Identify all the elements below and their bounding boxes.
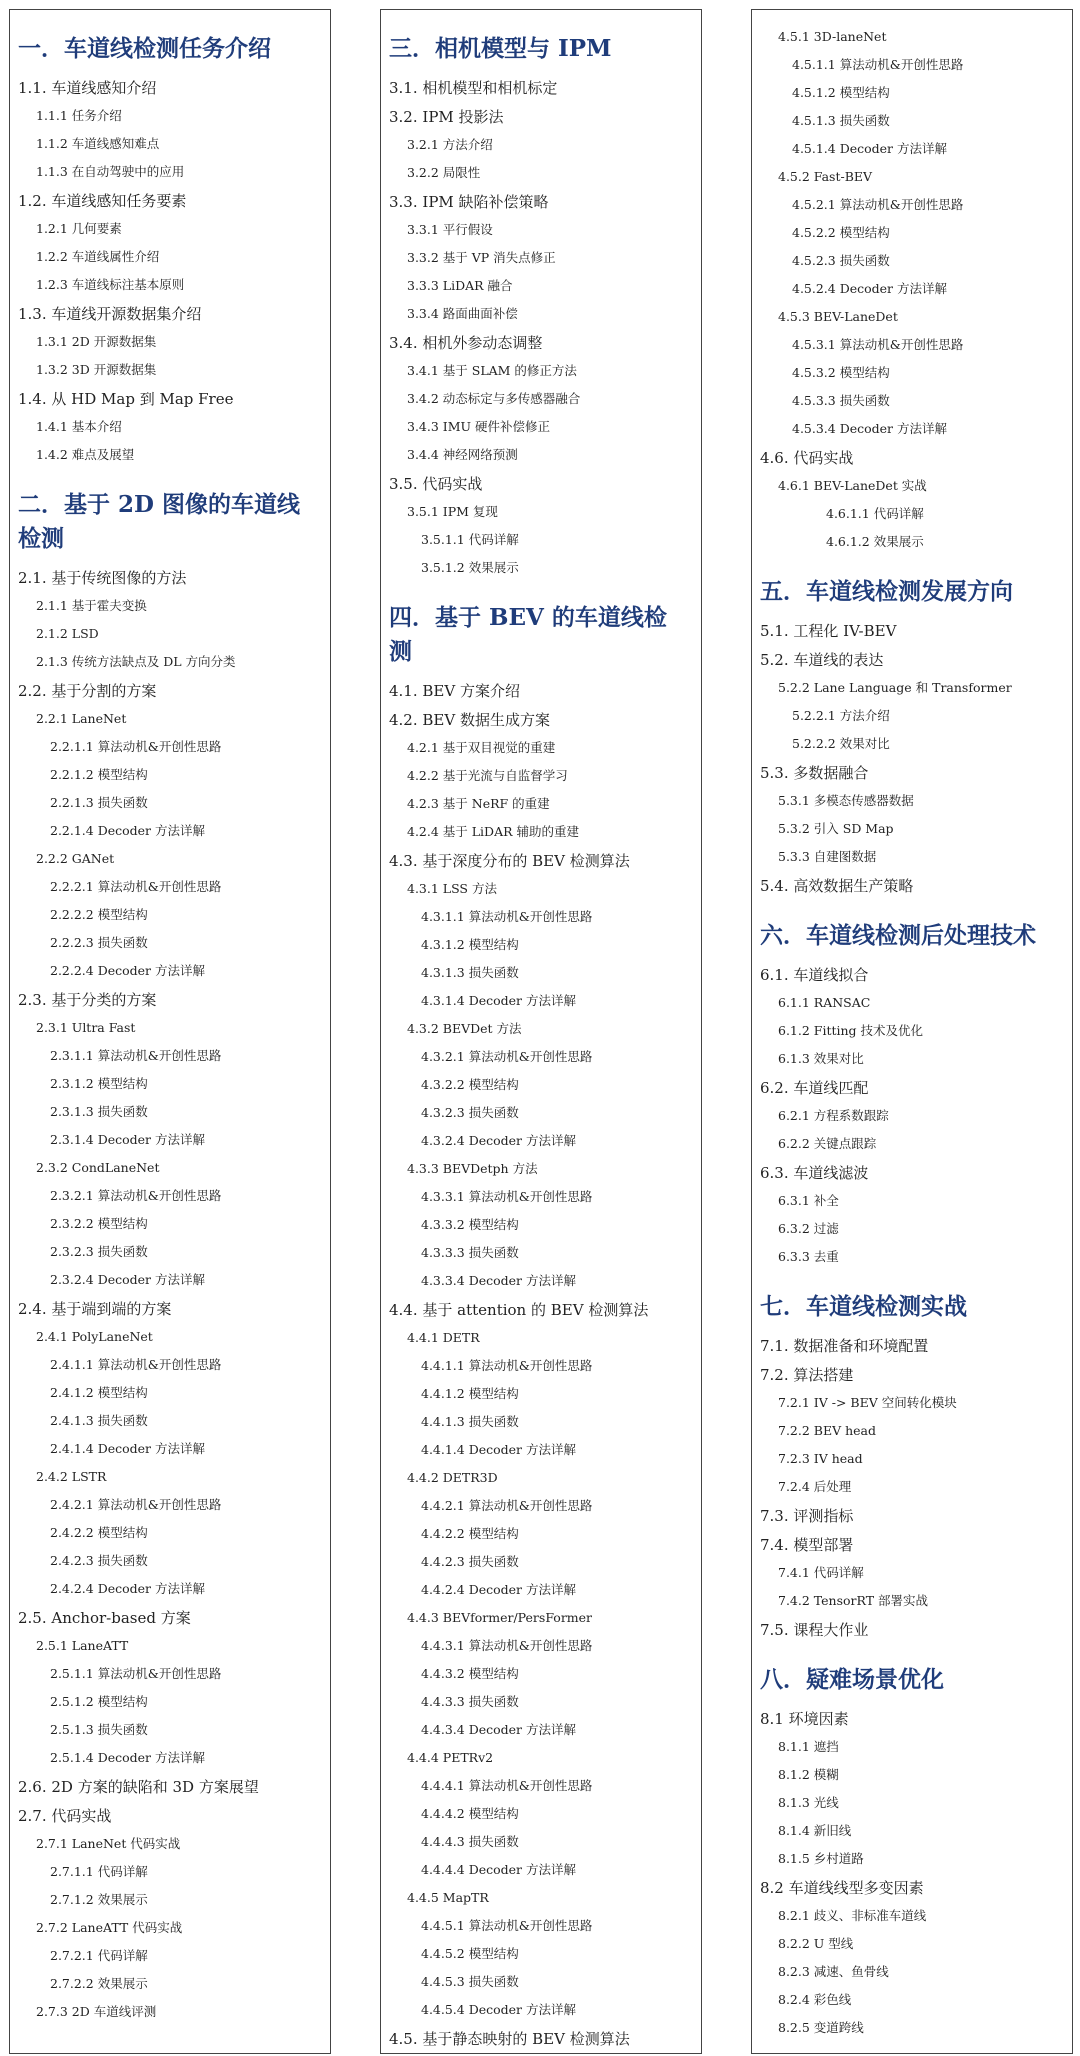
subsection-item: 1.4.2 难点及展望 [36,447,135,462]
subsubsection-item: 2.3.1.2 模型结构 [50,1076,148,1091]
section-item: 2.4. 基于端到端的方案 [18,1300,172,1318]
subsubsection-item: 2.4.1.1 算法动机&开创性思路 [50,1357,222,1372]
subsubsection-item: 4.4.5.3 损失函数 [421,1974,519,1989]
subsection-item: 1.2.1 几何要素 [36,221,122,236]
subsection-item: 6.2.2 关键点跟踪 [778,1136,877,1151]
subsection-item: 2.7.2 LaneATT 代码实战 [36,1920,183,1935]
subsection-item: 8.1.1 遮挡 [778,1739,839,1754]
section-item: 1.3. 车道线开源数据集介绍 [18,305,202,323]
subsubsection-item: 2.2.1.4 Decoder 方法详解 [50,823,205,838]
subsubsection-item: 4.5.2.4 Decoder 方法详解 [792,281,947,296]
subsubsection-item: 4.3.2.2 模型结构 [421,1077,519,1092]
subsection-item: 4.2.2 基于光流与自监督学习 [407,768,568,783]
subsection-item: 3.4.4 神经网络预测 [407,447,518,462]
subsubsection-item: 3.5.1.1 代码详解 [421,532,519,547]
subsection-item: 1.2.2 车道线属性介绍 [36,249,160,264]
subsection-item: 4.2.4 基于 LiDAR 辅助的重建 [407,824,579,839]
subsubsection-item: 2.5.1.1 算法动机&开创性思路 [50,1666,222,1681]
section-item: 7.4. 模型部署 [760,1536,854,1554]
subsubsection-item: 4.3.3.4 Decoder 方法详解 [421,1273,576,1288]
subsubsection-item: 4.3.1.2 模型结构 [421,937,519,952]
section-item: 4.1. BEV 方案介绍 [389,682,520,700]
subsubsection-item: 4.3.2.4 Decoder 方法详解 [421,1133,576,1148]
subsection-item: 2.2.1 LaneNet [36,711,127,726]
subsection-item: 1.2.3 车道线标注基本原则 [36,277,185,292]
subsubsection-item: 2.3.2.2 模型结构 [50,1216,148,1231]
section-item: 3.3. IPM 缺陷补偿策略 [389,193,549,211]
subsection-item: 3.4.3 IMU 硬件补偿修正 [407,419,551,434]
subsection-item: 1.3.2 3D 开源数据集 [36,362,157,377]
subsection-item: 4.4.2 DETR3D [407,1470,498,1485]
section-item: 8.1 环境因素 [760,1710,849,1728]
subsection-item: 1.1.2 车道线感知难点 [36,136,160,151]
subsection-item: 6.3.2 过滤 [778,1221,839,1236]
subsubsection-item: 2.4.2.1 算法动机&开创性思路 [50,1497,222,1512]
subsubsection-item: 4.5.1.4 Decoder 方法详解 [792,141,947,156]
subsection-item: 4.2.1 基于双目视觉的重建 [407,740,556,755]
subsection-item: 8.2.1 歧义、非标准车道线 [778,1908,927,1923]
toc-column-1 [9,9,331,2054]
chapter-heading: 七．车道线检测实战 [760,1293,967,1320]
subsection-item: 3.3.3 LiDAR 融合 [407,278,513,293]
subsection-item: 8.1.3 光线 [778,1795,839,1810]
section-item: 1.1. 车道线感知介绍 [18,79,157,97]
subsection-item: 4.3.3 BEVDetph 方法 [407,1161,538,1176]
section-item: 3.1. 相机模型和相机标定 [389,79,558,97]
subsubsection-item: 4.3.3.1 算法动机&开创性思路 [421,1189,593,1204]
subsection-item: 7.2.1 IV -> BEV 空间转化模块 [778,1395,957,1410]
subsection-item: 6.2.1 方程系数跟踪 [778,1108,889,1123]
subsubsection-item: 4.4.2.4 Decoder 方法详解 [421,1582,576,1597]
subsubsection-item: 4.3.2.1 算法动机&开创性思路 [421,1049,593,1064]
subsection-item: 1.4.1 基本介绍 [36,419,122,434]
section-item: 2.7. 代码实战 [18,1807,112,1825]
section-item: 8.2 车道线线型多变因素 [760,1879,924,1897]
subsubsection-item: 2.2.2.2 模型结构 [50,907,148,922]
subsection-item: 3.4.1 基于 SLAM 的修正方法 [407,363,577,378]
subsection-item: 8.1.4 新旧线 [778,1823,852,1838]
section-item: 7.2. 算法搭建 [760,1366,854,1384]
subsubsection-item: 4.3.2.3 损失函数 [421,1105,519,1120]
chapter-heading: 六．车道线检测后处理技术 [760,922,1036,949]
subsection-item: 2.1.1 基于霍夫变换 [36,598,147,613]
section-item: 5.2. 车道线的表达 [760,651,884,669]
subsection-item: 4.2.3 基于 NeRF 的重建 [407,796,550,811]
subsection-item: 3.4.2 动态标定与多传感器融合 [407,391,581,406]
subsection-item: 3.2.1 方法介绍 [407,137,493,152]
subsubsection-item: 4.3.1.3 损失函数 [421,965,519,980]
subsection-item: 4.5.3 BEV-LaneDet [778,309,898,324]
subsubsection-item: 4.4.1.2 模型结构 [421,1386,519,1401]
subsection-item: 8.1.2 模糊 [778,1767,839,1782]
subsubsection-item: 2.2.1.1 算法动机&开创性思路 [50,739,222,754]
subsubsection-item: 5.2.2.1 方法介绍 [792,708,890,723]
subsubsection-item: 4.4.5.4 Decoder 方法详解 [421,2002,576,2017]
subsection-item: 8.2.4 彩色线 [778,1992,852,2007]
subsubsection-item: 2.7.1.2 效果展示 [50,1892,148,1907]
subsection-item: 4.4.1 DETR [407,1330,480,1345]
subsubsection-item: 4.5.2.3 损失函数 [792,253,890,268]
section-item: 6.2. 车道线匹配 [760,1079,869,1097]
subsection-item: 6.1.3 效果对比 [778,1051,864,1066]
chapter-heading: 一．车道线检测任务介绍 [18,35,271,62]
subsection-item: 5.3.3 自建图数据 [778,849,877,864]
subsubsection-item: 4.4.5.2 模型结构 [421,1946,519,1961]
section-item: 7.1. 数据准备和环境配置 [760,1337,929,1355]
subsubsection-item: 2.3.1.4 Decoder 方法详解 [50,1132,205,1147]
chapter-heading: 五．车道线检测发展方向 [760,578,1013,605]
subsection-item: 4.3.2 BEVDet 方法 [407,1021,522,1036]
subsection-item: 2.7.1 LaneNet 代码实战 [36,1836,181,1851]
subsection-item: 2.2.2 GANet [36,851,115,866]
subsubsection-item: 2.2.2.1 算法动机&开创性思路 [50,879,222,894]
subsection-item: 8.2.5 变道跨线 [778,2020,864,2035]
subsection-item: 3.3.4 路面曲面补偿 [407,306,518,321]
subsection-item: 4.4.5 MapTR [407,1890,489,1905]
subsubsection-item: 4.4.4.2 模型结构 [421,1806,519,1821]
subsection-item: 8.2.2 U 型线 [778,1936,854,1951]
section-item: 7.3. 评测指标 [760,1507,854,1525]
subsubsection-item: 2.4.2.2 模型结构 [50,1525,148,1540]
subsubsection-item: 4.5.3.2 模型结构 [792,365,890,380]
subsubsection-item: 2.4.2.3 损失函数 [50,1553,148,1568]
subsection-item: 1.1.1 任务介绍 [36,108,122,123]
section-item: 2.1. 基于传统图像的方法 [18,569,187,587]
subsection-item: 6.1.2 Fitting 技术及优化 [778,1023,924,1038]
chapter-heading: 四．基于 BEV 的车道线检测 [389,604,667,665]
chapter-heading: 二．基于 2D 图像的车道线检测 [18,491,300,552]
section-item: 2.6. 2D 方案的缺陷和 3D 方案展望 [18,1778,259,1796]
section-item: 2.5. Anchor-based 方案 [18,1609,191,1627]
subsection-item: 5.2.2 Lane Language 和 Transformer [778,680,1012,695]
subsubsection-item: 2.5.1.2 模型结构 [50,1694,148,1709]
subsubsection-item: 4.3.1.4 Decoder 方法详解 [421,993,576,1008]
subsubsection-item: 4.3.1.1 算法动机&开创性思路 [421,909,593,924]
subsubsection-item: 2.4.1.2 模型结构 [50,1385,148,1400]
subsubsection-item: 4.4.5.1 算法动机&开创性思路 [421,1918,593,1933]
subsubsection-item: 2.2.1.2 模型结构 [50,767,148,782]
subsection-item: 8.1.5 乡村道路 [778,1851,864,1866]
subsubsection-item: 2.7.2.2 效果展示 [50,1976,148,1991]
section-item: 5.3. 多数据融合 [760,764,869,782]
subsubsection-item: 2.2.1.3 损失函数 [50,795,148,810]
subsection-item: 2.7.3 2D 车道线评测 [36,2004,157,2019]
subsubsection-item: 3.5.1.2 效果展示 [421,560,519,575]
subsection-item: 3.5.1 IPM 复现 [407,504,498,519]
section-item: 3.2. IPM 投影法 [389,108,504,126]
subsubsection-item: 4.4.1.1 算法动机&开创性思路 [421,1358,593,1373]
subsection-item: 5.3.1 多模态传感器数据 [778,793,914,808]
subsection-item: 7.2.3 IV head [778,1451,863,1466]
subsubsection-item: 4.4.3.3 损失函数 [421,1694,519,1709]
subsubsection-item: 2.4.1.3 损失函数 [50,1413,148,1428]
subsection-item: 8.2.3 减速、鱼骨线 [778,1964,889,1979]
section-item: 3.4. 相机外参动态调整 [389,334,543,352]
subsubsection-item: 2.3.2.4 Decoder 方法详解 [50,1272,205,1287]
subsection-item: 2.3.2 CondLaneNet [36,1160,160,1175]
subsubsection-item: 2.3.1.1 算法动机&开创性思路 [50,1048,222,1063]
subsection-item: 6.3.3 去重 [778,1249,839,1264]
subsubsection-item: 4.4.4.4 Decoder 方法详解 [421,1862,576,1877]
subsubsection-item: 4.5.3.3 损失函数 [792,393,890,408]
section-item: 2.2. 基于分割的方案 [18,682,157,700]
section-item: 7.5. 课程大作业 [760,1621,869,1639]
subsubsection-item: 4.5.3.4 Decoder 方法详解 [792,421,947,436]
subsection-item: 2.4.2 LSTR [36,1469,107,1484]
subsubsection-item: 4.4.4.1 算法动机&开创性思路 [421,1778,593,1793]
subsection-item: 2.5.1 LaneATT [36,1638,129,1653]
subsubsection-item: 4.5.3.1 算法动机&开创性思路 [792,337,964,352]
subsubsection-item: 4.5.2.2 模型结构 [792,225,890,240]
subsubsection-item: 4.5.2.1 算法动机&开创性思路 [792,197,964,212]
chapter-heading: 八．疑难场景优化 [760,1666,944,1693]
subsection-item: 4.4.4 PETRv2 [407,1750,494,1765]
subsubsection-item: 4.3.3.3 损失函数 [421,1245,519,1260]
subsubsection-item: 4.4.1.3 损失函数 [421,1414,519,1429]
subsection-item: 2.4.1 PolyLaneNet [36,1329,153,1344]
subsubsection-item: 4.5.1.3 损失函数 [792,113,890,128]
subsubsection-item: 4.6.1.1 代码详解 [826,506,924,521]
subsubsection-item: 4.4.2.2 模型结构 [421,1526,519,1541]
subsubsection-item: 2.7.2.1 代码详解 [50,1948,148,1963]
toc-column-2 [380,9,702,2054]
subsubsection-item: 4.4.4.3 损失函数 [421,1834,519,1849]
subsection-item: 2.1.3 传统方法缺点及 DL 方向分类 [36,654,236,669]
subsection-item: 4.3.1 LSS 方法 [407,881,497,896]
subsection-item: 1.1.3 在自动驾驶中的应用 [36,164,185,179]
subsection-item: 2.3.1 Ultra Fast [36,1020,136,1035]
subsubsection-item: 4.5.1.2 模型结构 [792,85,890,100]
section-item: 4.2. BEV 数据生成方案 [389,711,550,729]
subsubsection-item: 4.4.2.3 损失函数 [421,1554,519,1569]
section-item: 6.1. 车道线拟合 [760,966,869,984]
section-item: 4.6. 代码实战 [760,449,854,467]
section-item: 4.4. 基于 attention 的 BEV 检测算法 [389,1301,649,1319]
toc-column-3 [751,9,1073,2054]
section-item: 4.5. 基于静态映射的 BEV 检测算法 [389,2030,630,2048]
subsection-item: 3.3.2 基于 VP 消失点修正 [407,250,556,265]
subsubsection-item: 2.2.2.3 损失函数 [50,935,148,950]
section-item: 1.2. 车道线感知任务要素 [18,192,187,210]
section-item: 4.3. 基于深度分布的 BEV 检测算法 [389,852,630,870]
subsubsection-item: 2.3.2.1 算法动机&开创性思路 [50,1188,222,1203]
subsection-item: 7.4.2 TensorRT 部署实战 [778,1593,929,1608]
section-item: 5.1. 工程化 IV-BEV [760,622,897,640]
section-item: 2.3. 基于分类的方案 [18,991,157,1009]
subsubsection-item: 4.5.1.1 算法动机&开创性思路 [792,57,964,72]
subsubsection-item: 2.3.2.3 损失函数 [50,1244,148,1259]
subsection-item: 6.3.1 补全 [778,1193,839,1208]
subsubsection-item: 5.2.2.2 效果对比 [792,736,890,751]
section-item: 3.5. 代码实战 [389,475,483,493]
subsection-item: 2.1.2 LSD [36,626,99,641]
subsection-item: 7.2.2 BEV head [778,1423,876,1438]
chapter-heading: 三．相机模型与 IPM [389,35,612,62]
subsubsection-item: 2.2.2.4 Decoder 方法详解 [50,963,205,978]
section-item: 6.3. 车道线滤波 [760,1164,869,1182]
subsection-item: 1.3.1 2D 开源数据集 [36,334,157,349]
subsubsection-item: 2.5.1.3 损失函数 [50,1722,148,1737]
subsection-item: 6.1.1 RANSAC [778,995,871,1010]
subsubsection-item: 2.4.2.4 Decoder 方法详解 [50,1581,205,1596]
subsubsection-item: 2.3.1.3 损失函数 [50,1104,148,1119]
subsection-item: 3.2.2 局限性 [407,165,481,180]
subsubsection-item: 4.4.2.1 算法动机&开创性思路 [421,1498,593,1513]
subsection-item: 4.6.1 BEV-LaneDet 实战 [778,478,927,493]
subsection-item: 4.4.3 BEVformer/PersFormer [407,1610,593,1625]
subsubsection-item: 4.3.3.2 模型结构 [421,1217,519,1232]
subsection-item: 4.5.1 3D-laneNet [778,29,887,44]
subsection-item: 4.5.2 Fast-BEV [778,169,873,184]
subsection-item: 7.4.1 代码详解 [778,1565,864,1580]
subsubsection-item: 2.5.1.4 Decoder 方法详解 [50,1750,205,1765]
subsection-item: 5.3.2 引入 SD Map [778,821,894,836]
subsubsection-item: 4.4.3.4 Decoder 方法详解 [421,1722,576,1737]
subsubsection-item: 2.7.1.1 代码详解 [50,1864,148,1879]
subsubsection-item: 2.4.1.4 Decoder 方法详解 [50,1441,205,1456]
subsection-item: 3.3.1 平行假设 [407,222,493,237]
subsubsection-item: 4.4.3.2 模型结构 [421,1666,519,1681]
subsubsection-item: 4.4.1.4 Decoder 方法详解 [421,1442,576,1457]
section-item: 1.4. 从 HD Map 到 Map Free [18,390,234,408]
section-item: 5.4. 高效数据生产策略 [760,877,914,895]
subsection-item: 7.2.4 后处理 [778,1479,852,1494]
subsubsection-item: 4.6.1.2 效果展示 [826,534,924,549]
subsubsection-item: 4.4.3.1 算法动机&开创性思路 [421,1638,593,1653]
